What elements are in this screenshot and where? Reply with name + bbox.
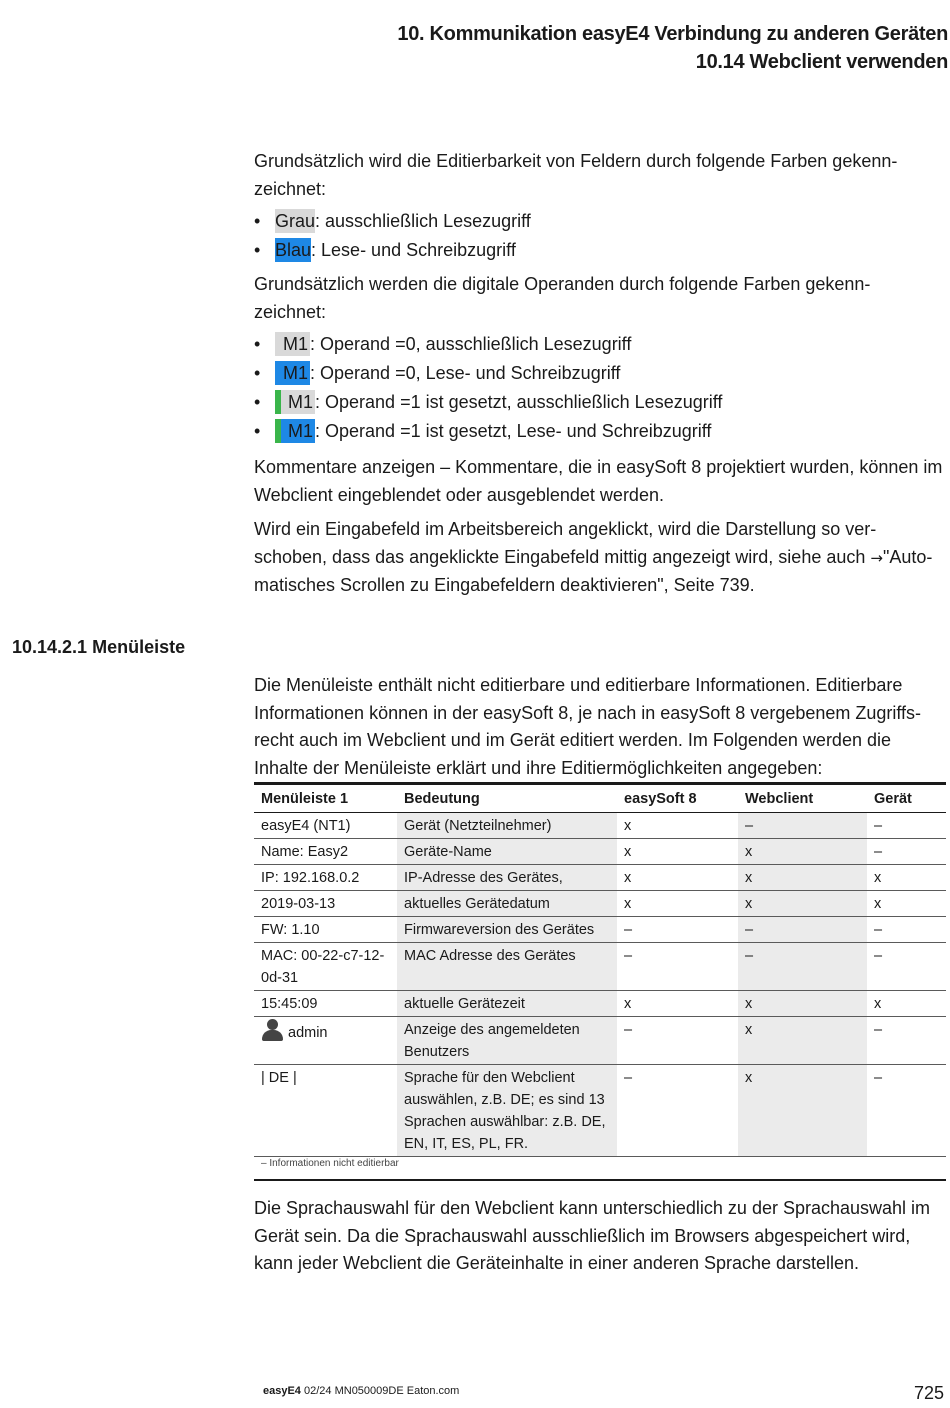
column-header: Bedeutung xyxy=(397,784,617,813)
footer-info xyxy=(263,1385,459,1397)
user-icon xyxy=(261,1019,283,1041)
section-paragraph: Die Menüleiste enthält nicht editierbare und editierbare Informationen. Editierbare Informationen können in der easySoft 8, je nach in easySoft 8 vergebenem Zugriffs-recht auch im Webclient und im Gerät editiert werden. Im Folgenden werden die Inhalte der Menüleiste erklärt und ihre Editiermöglichkeiten angegeben: xyxy=(254,675,922,778)
table-cell: IP-Adresse des Gerätes, xyxy=(397,865,617,891)
closing-block xyxy=(254,1195,948,1278)
table-cell: – xyxy=(867,943,946,991)
bullet-icon: • xyxy=(254,392,261,412)
column-header: Gerät xyxy=(867,784,946,813)
table-cell: | DE | xyxy=(254,1065,397,1157)
table-row xyxy=(254,865,946,891)
table-cell: – xyxy=(867,839,946,865)
scroll-paragraph xyxy=(254,516,948,600)
table-row xyxy=(254,917,946,943)
intro-block xyxy=(254,148,948,600)
table-cell: MAC: 00-22-c7-12-0d-31 xyxy=(254,943,397,991)
section-block xyxy=(254,672,948,782)
bullet-icon: • xyxy=(254,240,261,260)
list-item-text: : Operand =0, ausschließlich Lesezugriff xyxy=(310,334,632,354)
column-header: easySoft 8 xyxy=(617,784,738,813)
operand-chip-grey: M1 xyxy=(275,332,310,356)
footer-doc: 02/24 MN050009DE Eaton.com xyxy=(304,1385,460,1397)
table-cell: x xyxy=(617,891,738,917)
blau-chip: Blau xyxy=(275,240,312,260)
table-cell: x xyxy=(738,891,867,917)
table-cell: x xyxy=(867,891,946,917)
table-cell: – xyxy=(617,1017,738,1065)
table-row xyxy=(254,839,946,865)
table-cell: x xyxy=(617,839,738,865)
list-item xyxy=(254,417,948,446)
list-item xyxy=(254,388,948,417)
table-row xyxy=(254,1017,946,1065)
fields-paragraph: Grundsätzlich wird die Editierbarkeit von Feldern durch folgende Farben gekenn-zeichnet: xyxy=(254,151,898,199)
table-cell: – xyxy=(867,1065,946,1157)
footer-brand: easyE4 xyxy=(263,1385,301,1397)
table-cell: – xyxy=(617,1065,738,1157)
list-item-text: : ausschließlich Lesezugriff xyxy=(315,211,531,231)
field-color-list xyxy=(254,207,948,265)
page-header xyxy=(397,20,948,76)
list-item xyxy=(254,236,948,265)
list-item-text: : Lese- und Schreibzugriff xyxy=(311,240,516,260)
table-cell: 15:45:09 xyxy=(254,991,397,1017)
closing-paragraph: Die Sprachauswahl für den Webclient kann unterschiedlich zu der Sprachauswahl im Gerät sein. Da die Sprachauswahl ausschließlich im Browsers abgespeichert wird, kann jeder Webclient die Geräteinhalte in einer anderen Sprache darstellen. xyxy=(254,1198,931,1273)
list-item xyxy=(254,359,948,388)
table-cell: Geräte-Name xyxy=(397,839,617,865)
table-row xyxy=(254,813,946,839)
table-cell: 2019-03-13 xyxy=(254,891,397,917)
table-row xyxy=(254,891,946,917)
table-cell: – xyxy=(738,917,867,943)
table-cell: x xyxy=(738,865,867,891)
column-header: Webclient xyxy=(738,784,867,813)
table-cell: Firmwareversion des Gerätes xyxy=(397,917,617,943)
operand-chip-blue: M1 xyxy=(275,361,310,385)
section-heading: 10.14.2.1 Menüleiste xyxy=(12,637,186,657)
table-cell: aktuelle Gerätezeit xyxy=(397,991,617,1017)
table-row xyxy=(254,1065,946,1157)
operand-chip-blue-set: M1 xyxy=(275,419,315,443)
bullet-icon: • xyxy=(254,334,261,354)
table-row xyxy=(254,943,946,991)
table-cell: x xyxy=(867,865,946,891)
table-cell: Gerät (Netzteilnehmer) xyxy=(397,813,617,839)
column-header: Menüleiste 1 xyxy=(254,784,397,813)
list-item-text: : Operand =1 ist gesetzt, ausschließlich Lesezugriff xyxy=(315,392,723,412)
table-cell: aktuelles Gerätedatum xyxy=(397,891,617,917)
table-cell: – xyxy=(867,917,946,943)
table-note-row xyxy=(254,1157,946,1181)
chapter-title: 10. Kommunikation easyE4 Verbindung zu anderen Geräten xyxy=(397,23,948,45)
operands-paragraph: Grundsätzlich werden die digitale Operanden durch folgende Farben gekenn-zeichnet: xyxy=(254,274,871,322)
operand-chip-grey-set: M1 xyxy=(275,390,315,414)
table-header-row xyxy=(254,784,946,813)
list-item xyxy=(254,330,948,359)
list-item xyxy=(254,207,948,236)
table-cell: easyE4 (NT1) xyxy=(254,813,397,839)
table-cell: x xyxy=(738,1017,867,1065)
table-cell: FW: 1.10 xyxy=(254,917,397,943)
list-item-text: : Operand =1 ist gesetzt, Lese- und Schreibzugriff xyxy=(315,421,712,441)
menubar-table xyxy=(254,782,946,1181)
operand-color-list xyxy=(254,330,948,446)
table-cell: x xyxy=(617,991,738,1017)
table-row xyxy=(254,991,946,1017)
bullet-icon: • xyxy=(254,363,261,383)
table-cell: x xyxy=(617,865,738,891)
table-cell: x xyxy=(738,839,867,865)
table-cell: – xyxy=(738,943,867,991)
table-cell: x xyxy=(738,1065,867,1157)
cross-reference-link[interactable]: "Auto-matisches Scrollen zu Eingabefeldern deaktivieren", Seite 739. xyxy=(254,546,933,595)
comments-paragraph: Kommentare anzeigen – Kommentare, die in easySoft 8 projektiert wurden, können im Webclient eingeblendet oder ausgeblendet werden. xyxy=(254,457,943,505)
table-cell: – xyxy=(617,917,738,943)
table-cell: – xyxy=(867,1017,946,1065)
page-number: 725 xyxy=(913,1383,944,1403)
scroll-text: Wird ein Eingabefeld im Arbeitsbereich angeklickt, wird die Darstellung so ver-schoben, dass das angeklickte Eingabefeld mittig angezeigt wird, siehe auch xyxy=(254,519,877,567)
table-note: – Informationen nicht editierbar xyxy=(254,1157,946,1181)
table-cell xyxy=(254,1017,397,1065)
table-cell: Anzeige des angemeldeten Benutzers xyxy=(397,1017,617,1065)
table-cell: – xyxy=(867,813,946,839)
section-title: 10.14 Webclient verwenden xyxy=(695,51,948,73)
bullet-icon: • xyxy=(254,211,261,231)
table-cell: Sprache für den Webclient auswählen, z.B. DE; es sind 13 Sprachen auswählbar: z.B. DE, EN, IT, ES, PL, FR. xyxy=(397,1065,617,1157)
table-cell: – xyxy=(617,943,738,991)
table-cell: Name: Easy2 xyxy=(254,839,397,865)
username: admin xyxy=(288,1025,328,1041)
table-cell: x xyxy=(867,991,946,1017)
arrow-right-icon: → xyxy=(870,548,883,567)
table-cell: – xyxy=(738,813,867,839)
table-cell: MAC Adresse des Gerätes xyxy=(397,943,617,991)
table-cell: x xyxy=(617,813,738,839)
table-cell: x xyxy=(738,991,867,1017)
list-item-text: : Operand =0, Lese- und Schreibzugriff xyxy=(310,363,621,383)
table-cell: IP: 192.168.0.2 xyxy=(254,865,397,891)
bullet-icon: • xyxy=(254,421,261,441)
grau-chip: Grau xyxy=(275,211,316,231)
